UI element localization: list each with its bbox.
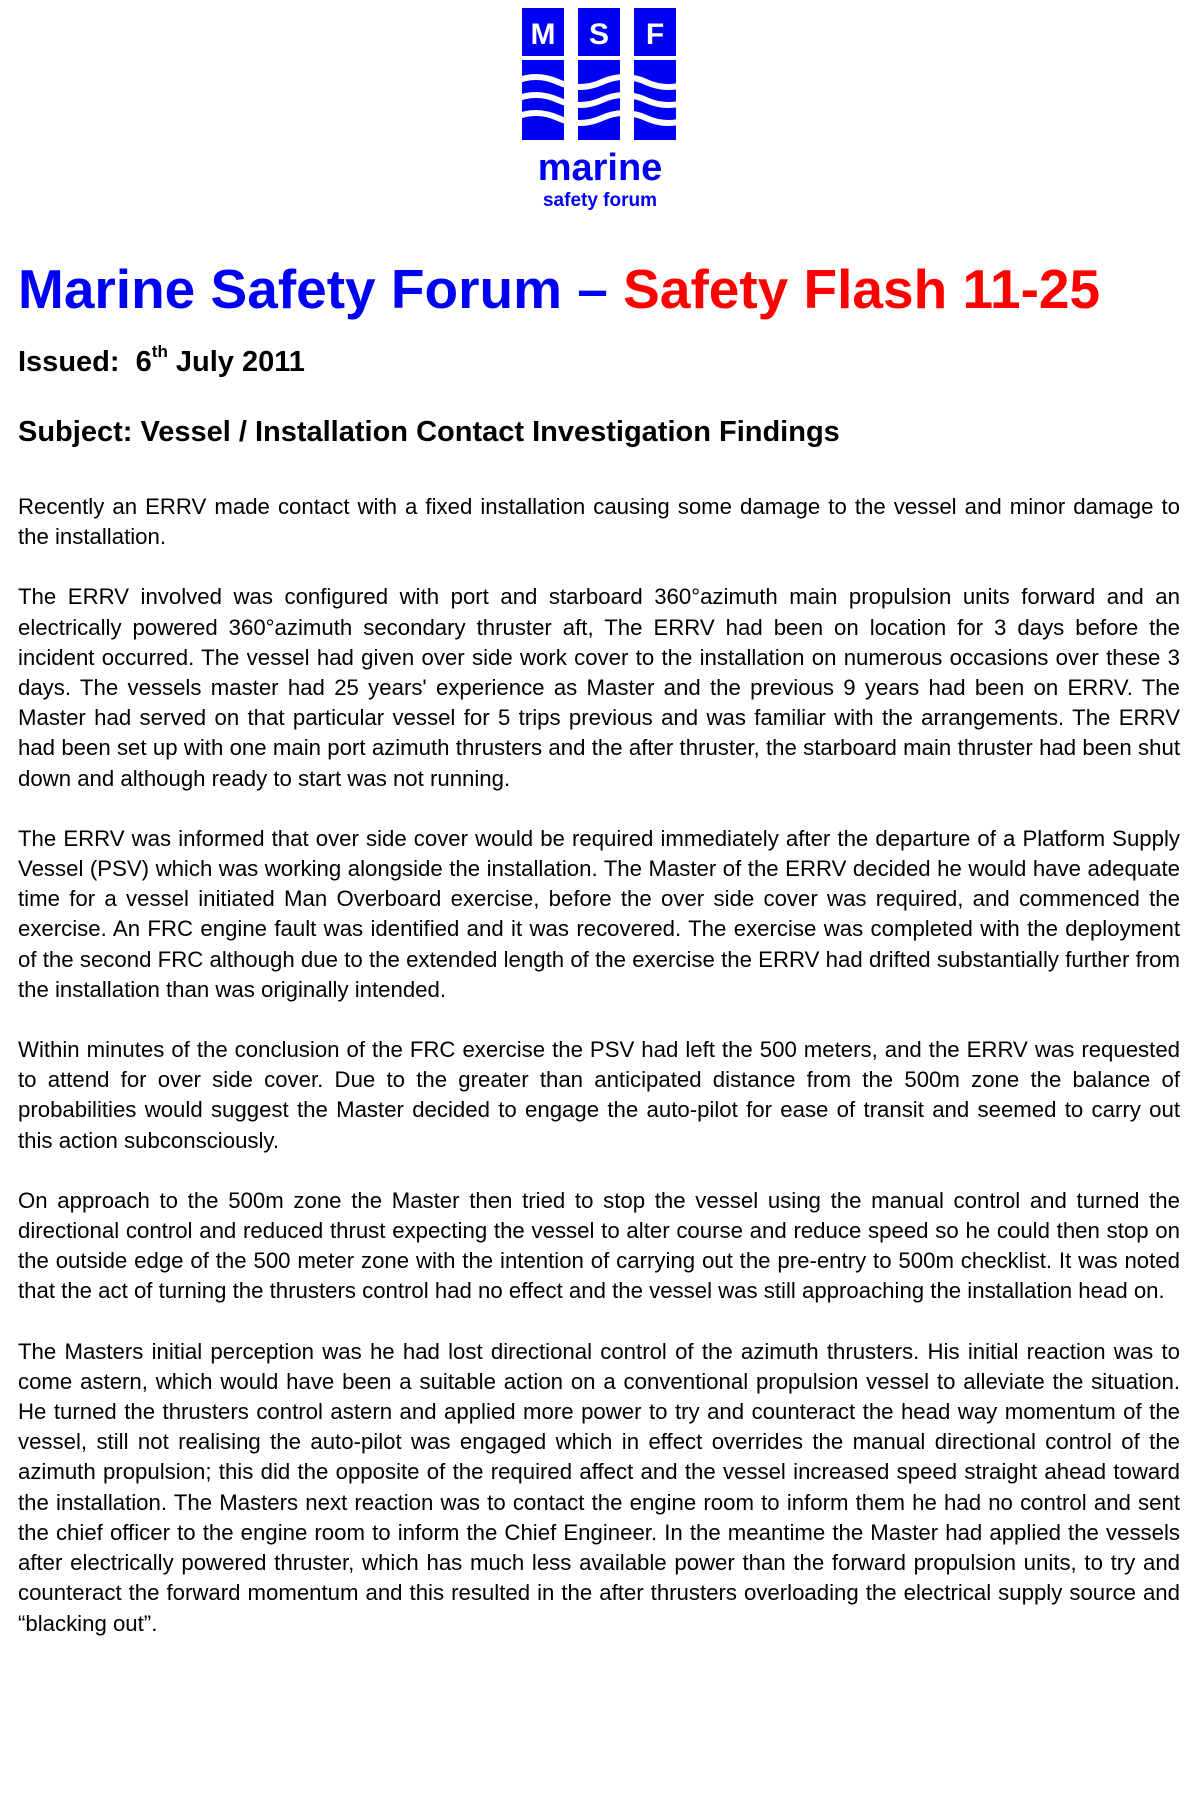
title-forum: Marine Safety Forum – <box>18 258 624 320</box>
paragraph-autopilot: Within minutes of the conclusion of the FRC exercise the PSV had left the 500 meters, and the ERRV was requested to attend for over side cover. Due to the greater than anticipated distance from the 500m zone the balance of probabilities would suggest the Master decided to engage the auto-pilot for ease of transit and seemed to carry out this action subconsciously. <box>18 1037 1180 1153</box>
document-body <box>18 492 1180 1669</box>
page-title <box>18 256 1188 322</box>
issued-day-suffix: th <box>151 342 168 362</box>
issued-date <box>18 344 305 380</box>
msf-logo-graphic <box>514 8 686 222</box>
title-safety-flash: Safety Flash 11-25 <box>623 258 1101 320</box>
logo-tagline: safety forum <box>542 190 658 211</box>
issued-day: 6 <box>135 346 152 378</box>
subject-line: Subject: Vessel / Installation Contact Investigation Findings <box>18 416 840 448</box>
paragraph-intro: Recently an ERRV made contact with a fixed installation causing some damage to the vessel and minor damage to the installation. <box>18 494 1180 550</box>
paragraph-reaction: The Masters initial perception was he had lost directional control of the azimuth thrusters. His initial reaction was to come astern, which would have been a suitable action on a conventional propulsion vessel to alleviate the situation. He turned the thrusters control astern and applied more power to try and counteract the head way momentum of the vessel, still not realising the auto-pilot was engaged which in effect overrides the manual directional control of the azimuth propulsion; this did the opposite of the required affect and the vessel increased speed straight ahead toward the installation. The Masters next reaction was to contact the engine room to inform them he had no control and sent the chief officer to the engine room to inform the Chief Engineer. In the meantime the Master had applied the vessels after electrically powered thruster, which has much less available power than the forward propulsion units, to try and counteract the forward momentum and this resulted in the after thrusters overloading the electrical supply source and “blacking out”. <box>18 1338 1180 1636</box>
paragraph-approach: On approach to the 500m zone the Master then tried to stop the vessel using the manual control and turned the directional control and reduced thrust expecting the vessel to alter course and reduce speed so he could then stop on the outside edge of the 500 meter zone with the intention of carrying out the pre-entry to 500m checklist. It was noted that the act of turning the thrusters control had no effect and the vessel was still approaching the installation head on. <box>18 1187 1180 1304</box>
logo-letter-m: M <box>530 18 556 51</box>
logo-wordmark: marine <box>537 147 663 189</box>
issued-label: Issued: <box>18 346 120 378</box>
issued-month-year: July 2011 <box>175 346 305 378</box>
logo-letter-s: S <box>588 18 610 51</box>
logo-letter-f: F <box>645 18 665 51</box>
paragraph-exercise: The ERRV was informed that over side cover would be required immediately after the departure of a Platform Supply Vessel (PSV) which was working alongside the installation. The Master of the ERRV decided he would have adequate time for a vessel initiated Man Overboard exercise, before the over side cover was required, and commenced the exercise. An FRC engine fault was identified and it was recovered. The exercise was completed with the deployment of the second FRC although due to the extended length of the exercise the ERRV had drifted substantially further from the installation than was originally intended. <box>18 825 1180 1002</box>
msf-logo <box>514 8 686 222</box>
paragraph-configuration: The ERRV involved was configured with port and starboard 360°azimuth main propulsion units forward and an electrically powered 360°azimuth secondary thruster aft, The ERRV had been on location for 3 days before the incident occurred. The vessel had given over side work cover to the installation on numerous occasions over these 3 days. The vessels master had 25 years' experience as Master and the previous 9 years had been on ERRV. The Master had served on that particular vessel for 5 trips previous and was familiar with the arrangements. The ERRV had been set up with one main port azimuth thrusters and the after thruster, the starboard main thruster had been shut down and although ready to start was not running. <box>18 584 1180 791</box>
